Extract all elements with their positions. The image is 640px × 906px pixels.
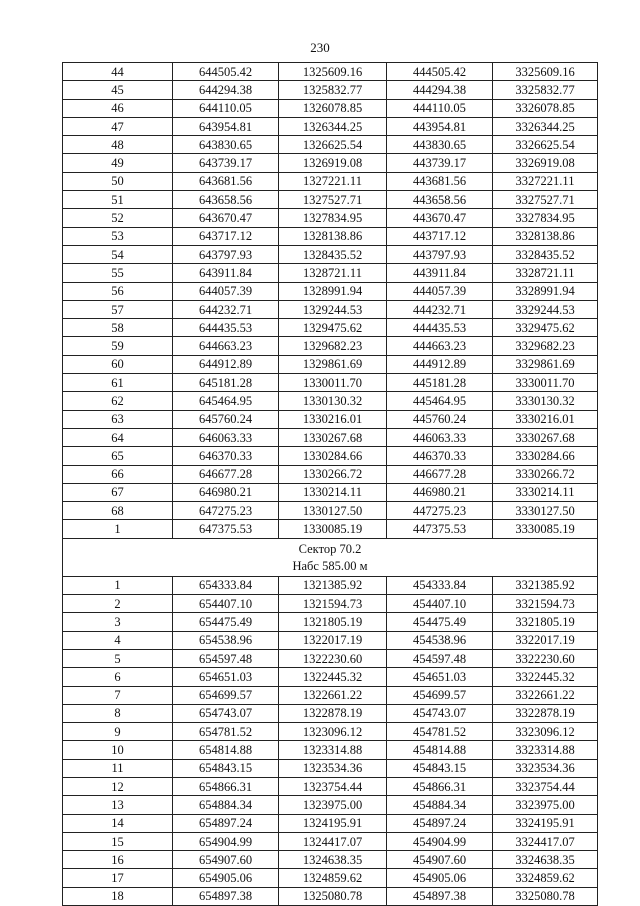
x-coordinate-cell: 654897.24 xyxy=(173,814,279,832)
y2-coordinate-cell: 3327221.11 xyxy=(493,172,598,190)
y-coordinate-cell: 1326625.54 xyxy=(279,136,387,154)
point-number-cell: 2 xyxy=(63,595,173,613)
y-coordinate-cell: 1330127.50 xyxy=(279,502,387,520)
x-coordinate-cell: 654905.06 xyxy=(173,869,279,887)
x-coordinate-cell: 647375.53 xyxy=(173,520,279,538)
section-header-row xyxy=(63,538,598,576)
x-coordinate-cell: 654814.88 xyxy=(173,741,279,759)
section-header-block xyxy=(63,538,598,576)
point-number-cell: 8 xyxy=(63,704,173,722)
y-coordinate-cell: 1330130.32 xyxy=(279,392,387,410)
y2-coordinate-cell: 3328991.94 xyxy=(493,282,598,300)
point-number-cell: 66 xyxy=(63,465,173,483)
y2-coordinate-cell: 3326625.54 xyxy=(493,136,598,154)
x2-coordinate-cell: 443681.56 xyxy=(387,172,493,190)
point-number-cell: 64 xyxy=(63,428,173,446)
y-coordinate-cell: 1330011.70 xyxy=(279,374,387,392)
y-coordinate-cell: 1321385.92 xyxy=(279,576,387,594)
point-number-cell: 63 xyxy=(63,410,173,428)
y2-coordinate-cell: 3323314.88 xyxy=(493,741,598,759)
x2-coordinate-cell: 454884.34 xyxy=(387,796,493,814)
y-coordinate-cell: 1330266.72 xyxy=(279,465,387,483)
coordinates-table xyxy=(62,62,598,906)
y2-coordinate-cell: 3321385.92 xyxy=(493,576,598,594)
x2-coordinate-cell: 443739.17 xyxy=(387,154,493,172)
table-row xyxy=(63,300,598,318)
x2-coordinate-cell: 446677.28 xyxy=(387,465,493,483)
point-number-cell: 55 xyxy=(63,264,173,282)
y2-coordinate-cell: 3325080.78 xyxy=(493,887,598,905)
x-coordinate-cell: 654866.31 xyxy=(173,777,279,795)
table-row xyxy=(63,99,598,117)
y-coordinate-cell: 1322230.60 xyxy=(279,649,387,667)
point-number-cell: 1 xyxy=(63,576,173,594)
point-number-cell: 50 xyxy=(63,172,173,190)
table-row xyxy=(63,832,598,850)
table-row xyxy=(63,502,598,520)
x-coordinate-cell: 643717.12 xyxy=(173,227,279,245)
section-title: Сектор 70.2 xyxy=(298,541,362,556)
table-row xyxy=(63,374,598,392)
table-row xyxy=(63,264,598,282)
x-coordinate-cell: 654333.84 xyxy=(173,576,279,594)
x2-coordinate-cell: 445181.28 xyxy=(387,374,493,392)
y2-coordinate-cell: 3324859.62 xyxy=(493,869,598,887)
point-number-cell: 48 xyxy=(63,136,173,154)
x-coordinate-cell: 654904.99 xyxy=(173,832,279,850)
table-row xyxy=(63,428,598,446)
y2-coordinate-cell: 3330267.68 xyxy=(493,428,598,446)
x-coordinate-cell: 647275.23 xyxy=(173,502,279,520)
point-number-cell: 45 xyxy=(63,81,173,99)
x-coordinate-cell: 645464.95 xyxy=(173,392,279,410)
y2-coordinate-cell: 3321594.73 xyxy=(493,595,598,613)
table-row xyxy=(63,209,598,227)
x-coordinate-cell: 646370.33 xyxy=(173,447,279,465)
x2-coordinate-cell: 454905.06 xyxy=(387,869,493,887)
y-coordinate-cell: 1326344.25 xyxy=(279,117,387,135)
x2-coordinate-cell: 444110.05 xyxy=(387,99,493,117)
x2-coordinate-cell: 454904.99 xyxy=(387,832,493,850)
table-row xyxy=(63,686,598,704)
x-coordinate-cell: 644110.05 xyxy=(173,99,279,117)
point-number-cell: 62 xyxy=(63,392,173,410)
section-subtitle: Набс 585.00 м xyxy=(292,558,368,573)
y2-coordinate-cell: 3324638.35 xyxy=(493,851,598,869)
y-coordinate-cell: 1323975.00 xyxy=(279,796,387,814)
x2-coordinate-cell: 443830.65 xyxy=(387,136,493,154)
x-coordinate-cell: 646063.33 xyxy=(173,428,279,446)
y2-coordinate-cell: 3323096.12 xyxy=(493,723,598,741)
x-coordinate-cell: 644505.42 xyxy=(173,63,279,81)
x2-coordinate-cell: 454907.60 xyxy=(387,851,493,869)
table-row xyxy=(63,723,598,741)
section-header-cell xyxy=(63,538,598,576)
table-row xyxy=(63,741,598,759)
table-row xyxy=(63,81,598,99)
x2-coordinate-cell: 454333.84 xyxy=(387,576,493,594)
point-number-cell: 52 xyxy=(63,209,173,227)
x2-coordinate-cell: 445464.95 xyxy=(387,392,493,410)
table-row xyxy=(63,245,598,263)
y-coordinate-cell: 1327834.95 xyxy=(279,209,387,227)
x2-coordinate-cell: 443797.93 xyxy=(387,245,493,263)
table-row xyxy=(63,595,598,613)
y-coordinate-cell: 1326919.08 xyxy=(279,154,387,172)
x2-coordinate-cell: 447275.23 xyxy=(387,502,493,520)
x2-coordinate-cell: 454843.15 xyxy=(387,759,493,777)
point-number-cell: 65 xyxy=(63,447,173,465)
y2-coordinate-cell: 3325832.77 xyxy=(493,81,598,99)
x2-coordinate-cell: 454538.96 xyxy=(387,631,493,649)
x-coordinate-cell: 654597.48 xyxy=(173,649,279,667)
x2-coordinate-cell: 454897.24 xyxy=(387,814,493,832)
x2-coordinate-cell: 454814.88 xyxy=(387,741,493,759)
x2-coordinate-cell: 454597.48 xyxy=(387,649,493,667)
y2-coordinate-cell: 3330284.66 xyxy=(493,447,598,465)
y-coordinate-cell: 1321805.19 xyxy=(279,613,387,631)
x-coordinate-cell: 654897.38 xyxy=(173,887,279,905)
y2-coordinate-cell: 3329861.69 xyxy=(493,355,598,373)
y-coordinate-cell: 1324417.07 xyxy=(279,832,387,850)
x-coordinate-cell: 646677.28 xyxy=(173,465,279,483)
table-row xyxy=(63,355,598,373)
table-row xyxy=(63,337,598,355)
x-coordinate-cell: 643681.56 xyxy=(173,172,279,190)
point-number-cell: 68 xyxy=(63,502,173,520)
x-coordinate-cell: 644663.23 xyxy=(173,337,279,355)
y-coordinate-cell: 1329682.23 xyxy=(279,337,387,355)
y2-coordinate-cell: 3330085.19 xyxy=(493,520,598,538)
x2-coordinate-cell: 446063.33 xyxy=(387,428,493,446)
x-coordinate-cell: 654843.15 xyxy=(173,759,279,777)
point-number-cell: 10 xyxy=(63,741,173,759)
x2-coordinate-cell: 443670.47 xyxy=(387,209,493,227)
x2-coordinate-cell: 443658.56 xyxy=(387,191,493,209)
y2-coordinate-cell: 3322230.60 xyxy=(493,649,598,667)
x-coordinate-cell: 644435.53 xyxy=(173,319,279,337)
y2-coordinate-cell: 3330214.11 xyxy=(493,483,598,501)
y-coordinate-cell: 1324859.62 xyxy=(279,869,387,887)
x2-coordinate-cell: 443717.12 xyxy=(387,227,493,245)
point-number-cell: 13 xyxy=(63,796,173,814)
point-number-cell: 9 xyxy=(63,723,173,741)
y2-coordinate-cell: 3323975.00 xyxy=(493,796,598,814)
y-coordinate-cell: 1323096.12 xyxy=(279,723,387,741)
y2-coordinate-cell: 3327527.71 xyxy=(493,191,598,209)
x2-coordinate-cell: 454699.57 xyxy=(387,686,493,704)
y2-coordinate-cell: 3330216.01 xyxy=(493,410,598,428)
x-coordinate-cell: 654743.07 xyxy=(173,704,279,722)
table-row xyxy=(63,63,598,81)
x2-coordinate-cell: 454897.38 xyxy=(387,887,493,905)
table-row xyxy=(63,319,598,337)
x-coordinate-cell: 644294.38 xyxy=(173,81,279,99)
y-coordinate-cell: 1328991.94 xyxy=(279,282,387,300)
y2-coordinate-cell: 3329682.23 xyxy=(493,337,598,355)
y-coordinate-cell: 1330214.11 xyxy=(279,483,387,501)
point-number-cell: 61 xyxy=(63,374,173,392)
y-coordinate-cell: 1325080.78 xyxy=(279,887,387,905)
y2-coordinate-cell: 3328435.52 xyxy=(493,245,598,263)
y-coordinate-cell: 1322661.22 xyxy=(279,686,387,704)
table-row xyxy=(63,869,598,887)
y-coordinate-cell: 1324638.35 xyxy=(279,851,387,869)
y2-coordinate-cell: 3330127.50 xyxy=(493,502,598,520)
x2-coordinate-cell: 444294.38 xyxy=(387,81,493,99)
table-row xyxy=(63,410,598,428)
point-number-cell: 47 xyxy=(63,117,173,135)
x2-coordinate-cell: 454475.49 xyxy=(387,613,493,631)
x-coordinate-cell: 643830.65 xyxy=(173,136,279,154)
y-coordinate-cell: 1328721.11 xyxy=(279,264,387,282)
point-number-cell: 60 xyxy=(63,355,173,373)
x-coordinate-cell: 645760.24 xyxy=(173,410,279,428)
x-coordinate-cell: 654475.49 xyxy=(173,613,279,631)
x2-coordinate-cell: 444232.71 xyxy=(387,300,493,318)
table-row xyxy=(63,759,598,777)
y2-coordinate-cell: 3322661.22 xyxy=(493,686,598,704)
y-coordinate-cell: 1322017.19 xyxy=(279,631,387,649)
page-number: 230 xyxy=(310,40,330,55)
y-coordinate-cell: 1327221.11 xyxy=(279,172,387,190)
x-coordinate-cell: 643658.56 xyxy=(173,191,279,209)
table-row xyxy=(63,814,598,832)
x2-coordinate-cell: 454781.52 xyxy=(387,723,493,741)
x-coordinate-cell: 643954.81 xyxy=(173,117,279,135)
table-row xyxy=(63,668,598,686)
x-coordinate-cell: 643911.84 xyxy=(173,264,279,282)
y-coordinate-cell: 1328435.52 xyxy=(279,245,387,263)
y-coordinate-cell: 1330267.68 xyxy=(279,428,387,446)
point-number-cell: 59 xyxy=(63,337,173,355)
point-number-cell: 46 xyxy=(63,99,173,117)
coordinates-block-a xyxy=(63,63,598,539)
point-number-cell: 56 xyxy=(63,282,173,300)
x2-coordinate-cell: 443911.84 xyxy=(387,264,493,282)
point-number-cell: 17 xyxy=(63,869,173,887)
table-row xyxy=(63,631,598,649)
coordinates-block-b xyxy=(63,576,598,905)
y-coordinate-cell: 1322878.19 xyxy=(279,704,387,722)
y2-coordinate-cell: 3328721.11 xyxy=(493,264,598,282)
y2-coordinate-cell: 3323754.44 xyxy=(493,777,598,795)
y2-coordinate-cell: 3328138.86 xyxy=(493,227,598,245)
point-number-cell: 5 xyxy=(63,649,173,667)
y-coordinate-cell: 1323754.44 xyxy=(279,777,387,795)
y-coordinate-cell: 1330216.01 xyxy=(279,410,387,428)
y-coordinate-cell: 1328138.86 xyxy=(279,227,387,245)
x2-coordinate-cell: 446980.21 xyxy=(387,483,493,501)
y2-coordinate-cell: 3326078.85 xyxy=(493,99,598,117)
y2-coordinate-cell: 3322445.32 xyxy=(493,668,598,686)
table-row xyxy=(63,392,598,410)
table-row xyxy=(63,465,598,483)
x-coordinate-cell: 654907.60 xyxy=(173,851,279,869)
x-coordinate-cell: 654407.10 xyxy=(173,595,279,613)
table-row xyxy=(63,704,598,722)
x-coordinate-cell: 645181.28 xyxy=(173,374,279,392)
y2-coordinate-cell: 3329244.53 xyxy=(493,300,598,318)
y2-coordinate-cell: 3325609.16 xyxy=(493,63,598,81)
point-number-cell: 44 xyxy=(63,63,173,81)
x-coordinate-cell: 644912.89 xyxy=(173,355,279,373)
y2-coordinate-cell: 3326919.08 xyxy=(493,154,598,172)
y-coordinate-cell: 1325609.16 xyxy=(279,63,387,81)
table-row xyxy=(63,154,598,172)
point-number-cell: 54 xyxy=(63,245,173,263)
y-coordinate-cell: 1321594.73 xyxy=(279,595,387,613)
x2-coordinate-cell: 443954.81 xyxy=(387,117,493,135)
x-coordinate-cell: 643797.93 xyxy=(173,245,279,263)
point-number-cell: 53 xyxy=(63,227,173,245)
point-number-cell: 11 xyxy=(63,759,173,777)
point-number-cell: 4 xyxy=(63,631,173,649)
table-row xyxy=(63,136,598,154)
y-coordinate-cell: 1325832.77 xyxy=(279,81,387,99)
y-coordinate-cell: 1330284.66 xyxy=(279,447,387,465)
y-coordinate-cell: 1323534.36 xyxy=(279,759,387,777)
table-row xyxy=(63,483,598,501)
point-number-cell: 14 xyxy=(63,814,173,832)
x-coordinate-cell: 643739.17 xyxy=(173,154,279,172)
point-number-cell: 16 xyxy=(63,851,173,869)
x2-coordinate-cell: 444663.23 xyxy=(387,337,493,355)
table-row xyxy=(63,777,598,795)
y-coordinate-cell: 1329861.69 xyxy=(279,355,387,373)
table-row xyxy=(63,576,598,594)
x-coordinate-cell: 644057.39 xyxy=(173,282,279,300)
x2-coordinate-cell: 454866.31 xyxy=(387,777,493,795)
x2-coordinate-cell: 444057.39 xyxy=(387,282,493,300)
x-coordinate-cell: 643670.47 xyxy=(173,209,279,227)
x-coordinate-cell: 654699.57 xyxy=(173,686,279,704)
y-coordinate-cell: 1327527.71 xyxy=(279,191,387,209)
y-coordinate-cell: 1323314.88 xyxy=(279,741,387,759)
y2-coordinate-cell: 3326344.25 xyxy=(493,117,598,135)
y-coordinate-cell: 1329475.62 xyxy=(279,319,387,337)
y-coordinate-cell: 1324195.91 xyxy=(279,814,387,832)
x2-coordinate-cell: 444912.89 xyxy=(387,355,493,373)
table-row xyxy=(63,282,598,300)
x2-coordinate-cell: 454651.03 xyxy=(387,668,493,686)
x2-coordinate-cell: 454407.10 xyxy=(387,595,493,613)
y2-coordinate-cell: 3323534.36 xyxy=(493,759,598,777)
point-number-cell: 67 xyxy=(63,483,173,501)
x-coordinate-cell: 644232.71 xyxy=(173,300,279,318)
y-coordinate-cell: 1329244.53 xyxy=(279,300,387,318)
y-coordinate-cell: 1326078.85 xyxy=(279,99,387,117)
y2-coordinate-cell: 3324195.91 xyxy=(493,814,598,832)
y2-coordinate-cell: 3321805.19 xyxy=(493,613,598,631)
point-number-cell: 15 xyxy=(63,832,173,850)
y2-coordinate-cell: 3330011.70 xyxy=(493,374,598,392)
y2-coordinate-cell: 3329475.62 xyxy=(493,319,598,337)
point-number-cell: 57 xyxy=(63,300,173,318)
table-row xyxy=(63,649,598,667)
y-coordinate-cell: 1322445.32 xyxy=(279,668,387,686)
point-number-cell: 6 xyxy=(63,668,173,686)
x2-coordinate-cell: 444505.42 xyxy=(387,63,493,81)
point-number-cell: 51 xyxy=(63,191,173,209)
y2-coordinate-cell: 3322878.19 xyxy=(493,704,598,722)
point-number-cell: 49 xyxy=(63,154,173,172)
table-row xyxy=(63,796,598,814)
y-coordinate-cell: 1330085.19 xyxy=(279,520,387,538)
point-number-cell: 58 xyxy=(63,319,173,337)
point-number-cell: 12 xyxy=(63,777,173,795)
x2-coordinate-cell: 447375.53 xyxy=(387,520,493,538)
y2-coordinate-cell: 3330266.72 xyxy=(493,465,598,483)
table-row xyxy=(63,851,598,869)
point-number-cell: 1 xyxy=(63,520,173,538)
x-coordinate-cell: 654538.96 xyxy=(173,631,279,649)
y2-coordinate-cell: 3324417.07 xyxy=(493,832,598,850)
table-row xyxy=(63,520,598,538)
point-number-cell: 3 xyxy=(63,613,173,631)
x2-coordinate-cell: 444435.53 xyxy=(387,319,493,337)
table-row xyxy=(63,613,598,631)
x-coordinate-cell: 654884.34 xyxy=(173,796,279,814)
y2-coordinate-cell: 3322017.19 xyxy=(493,631,598,649)
table-row xyxy=(63,117,598,135)
x2-coordinate-cell: 445760.24 xyxy=(387,410,493,428)
x2-coordinate-cell: 446370.33 xyxy=(387,447,493,465)
x-coordinate-cell: 654651.03 xyxy=(173,668,279,686)
point-number-cell: 7 xyxy=(63,686,173,704)
table-row xyxy=(63,227,598,245)
table-row xyxy=(63,447,598,465)
point-number-cell: 18 xyxy=(63,887,173,905)
x-coordinate-cell: 654781.52 xyxy=(173,723,279,741)
y2-coordinate-cell: 3327834.95 xyxy=(493,209,598,227)
y2-coordinate-cell: 3330130.32 xyxy=(493,392,598,410)
x2-coordinate-cell: 454743.07 xyxy=(387,704,493,722)
x-coordinate-cell: 646980.21 xyxy=(173,483,279,501)
table-row xyxy=(63,172,598,190)
table-row xyxy=(63,191,598,209)
